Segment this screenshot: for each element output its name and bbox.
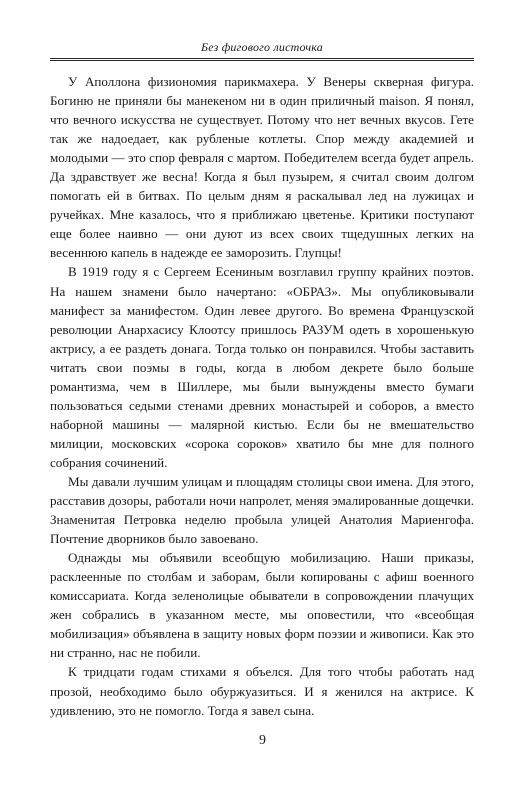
paragraph-3: Мы давали лучшим улицам и площадям столицы свои имена. Для этого, расставив дозоры, работали ночи напролет, меняя эмалированные дощечки. Знаменитая Петровка неделю пробыла улицей Анатолия Мариенгофа. Почтение дворников было завоевано.: [50, 473, 474, 547]
paragraph-1: У Аполлона физиономия парикмахера. У Венеры скверная фигура. Богиню не приняли бы манекеном ни в один приличный maison. Я понял, что вечного искусства не существует. Потому что нет вечных вкусов. Гете так же надоедает, как рубленые котлеты. Спор между академией и молодыми — это спор февраля с мартом. Победителем всегда будет апрель. Да здравствует же весна! Когда я был пузырем, я считал своим долгом помогать ей в битвах. По целым дням я раскалывал лед на лужицах и ручейках. Мне казалось, что я приближаю цветенье. Критики поступают еще более наивно — они дуют из всех своих тщедушных легких на весеннюю капель в надежде ее заморозить. Глупцы!: [50, 74, 474, 261]
paragraph-4: Однажды мы объявили всеобщую мобилизацию. Наши приказы, расклеенные по столбам и заборам, были копированы с афиш военного комиссариата. Когда зеленолицые обыватели в сопровождении плачущих жен собрались в указанном месте, мы оповестили, что «всеобщая мобилизация» объявлена в защиту новых форм поэзии и живописи. Как это ни странно, нас не побили.: [50, 550, 474, 661]
header-rule-lower: [50, 60, 474, 61]
running-header: Без фигового листочка: [200, 40, 323, 54]
text-body: [50, 72, 474, 720]
page-number: 9: [259, 733, 266, 748]
header-rule-upper: [50, 58, 474, 59]
paragraph-5: К тридцати годам стихами я объелся. Для того чтобы работать над прозой, необходимо было обуржуазиться. И я женился на актрисе. К удивлению, это не помогло. Тогда я завел сына.: [50, 664, 474, 718]
paragraph-2: В 1919 году я с Сергеем Есениным возглавил группу крайних поэтов. На нашем знамени было начертано: «ОБРАЗ». Мы опубликовывали манифест за манифестом. Один левее другого. Во времена Французской революции Анархасису Клоотсу пришлось РАЗУМ одеть в хорошенькую актрису, а ее раздеть донага. Тогда только он понравился. Чтобы заставить читать свои поэмы в годы, когда в любом декрете было больше романтизма, чем в Шиллере, мы были вынуждены вместо бумаги пользоваться седыми стенами древних монастырей и соборов, а вместо наборной машины — малярной кистью. Если бы не вмешательство милиции, московских «сорока сороков» хватило бы мне для полного собрания сочинений.: [50, 264, 474, 470]
